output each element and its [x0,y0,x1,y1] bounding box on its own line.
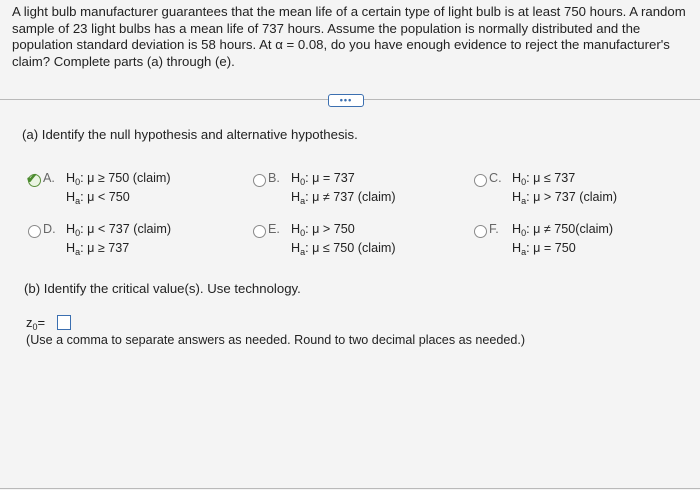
option-c-radio[interactable] [474,174,487,187]
option-f-ha: $H_a$: μ = 750 [512,241,576,257]
checkmark-icon: ✔ [26,170,38,186]
option-d-radio[interactable] [28,225,41,238]
option-b-ha: $H_a$: μ ≠ 737 (claim) [291,190,396,206]
option-c-h0: $H_0$: μ ≤ 737 [512,171,576,187]
option-a-radio[interactable] [26,170,41,187]
option-e-h0: $H_0$: μ > 750 [291,222,355,238]
option-a-h0: $H_0$: μ ≥ 750 (claim) [66,171,171,187]
option-d-letter: D. [43,222,56,236]
option-c-letter: C. [489,171,502,185]
critical-value-label: $z_0=$ [26,315,46,332]
option-a-letter: A. [43,171,55,185]
option-d-ha: $H_a$: μ ≥ 737 [66,241,130,257]
bottom-divider [0,488,700,489]
part-a-label: (a) Identify the null hypothesis and alternative hypothesis. [22,127,358,142]
expand-more-button[interactable]: ••• [328,94,364,107]
option-e-ha: $H_a$: μ ≤ 750 (claim) [291,241,396,257]
option-b-letter: B. [268,171,280,185]
option-e-radio[interactable] [253,225,266,238]
option-f-letter: F. [489,222,499,236]
option-b-h0: $H_0$: μ = 737 [291,171,355,187]
option-f-radio[interactable] [474,225,487,238]
critical-value-input[interactable] [57,315,71,330]
option-c-ha: $H_a$: μ > 737 (claim) [512,190,618,206]
option-b-radio[interactable] [253,174,266,187]
option-f-h0: $H_0$: μ ≠ 750(claim) [512,222,614,238]
question-text: A light bulb manufacturer guarantees that the mean life of a certain type of light bulb is at least 750 hours. A random sample of 23 light bulbs has a mean life of 737 hours. Assume the population is normally distributed and the population standard deviation is 58 hours. At α = 0.08, do you have enough evidence to reject the manufacturer's claim? Complete parts (a) through (e). [12,4,686,69]
option-d-h0: $H_0$: μ < 737 (claim) [66,222,172,238]
option-a-ha: $H_a$: μ < 750 [66,190,130,206]
part-b-label: (b) Identify the critical value(s). Use technology. [24,281,301,296]
option-e-letter: E. [268,222,280,236]
answer-instructions: (Use a comma to separate answers as needed. Round to two decimal places as needed.) [26,333,526,347]
